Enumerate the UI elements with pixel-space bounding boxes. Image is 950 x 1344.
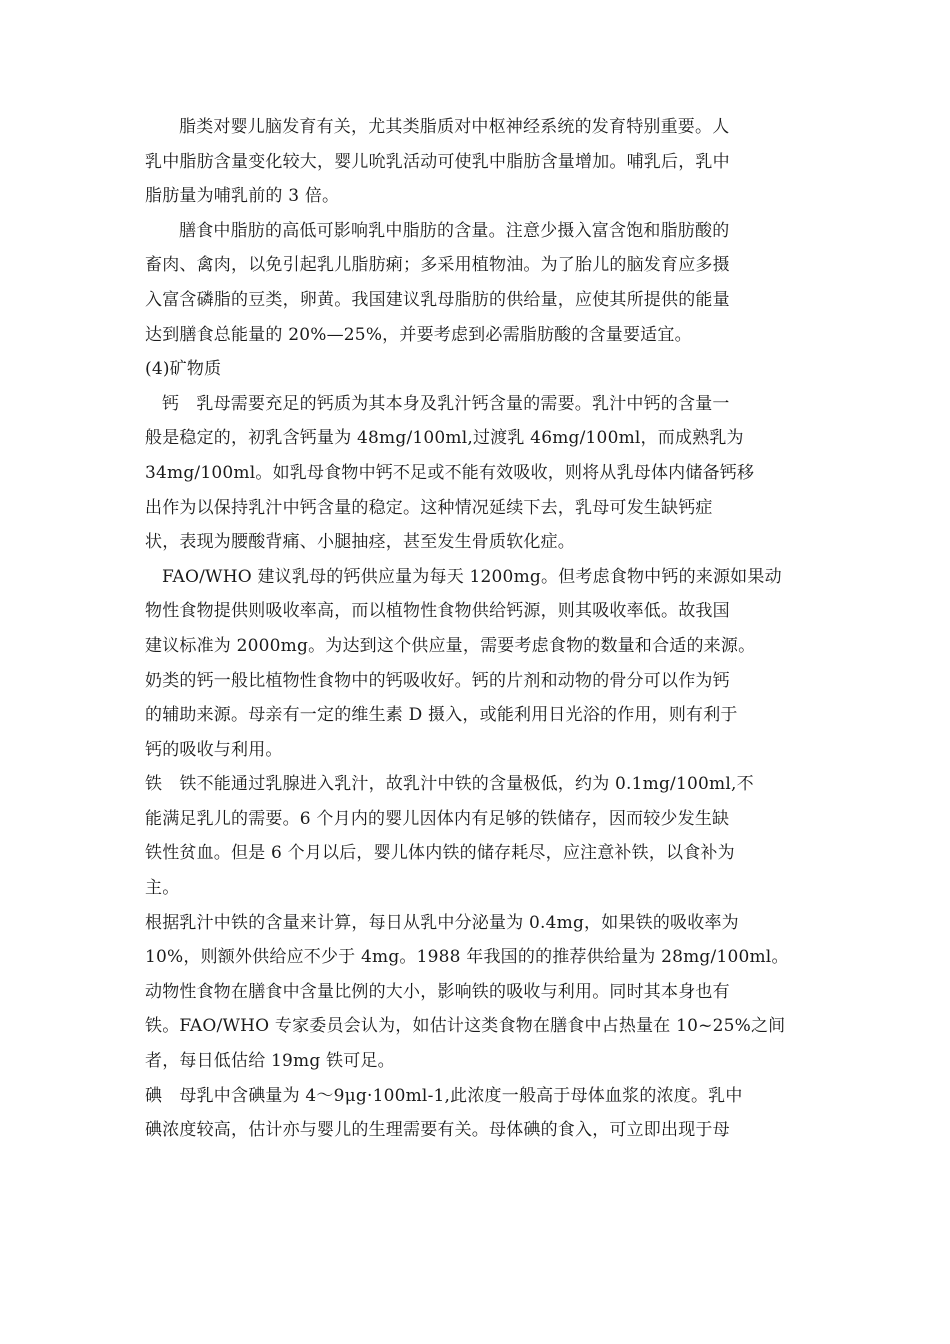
text-line: 脂类对婴儿脑发育有关，尤其类脂质对中枢神经系统的发育特别重要。人 [179, 117, 730, 137]
text-line: 脂肪量为哺乳前的 3 倍。 [145, 186, 340, 207]
text-line: 畜肉、禽肉，以免引起乳儿脂肪痢；多采用植物油。为了胎儿的脑发育应多摄 [145, 255, 730, 276]
text-line: 34mg/100ml。如乳母食物中钙不足或不能有效吸收，则将从乳母体内储备钙移 [145, 462, 755, 483]
text-line: 入富含磷脂的豆类，卵黄。我国建议乳母脂肪的供给量，应使其所提供的能量 [145, 289, 730, 310]
text-line: 铁性贫血。但是 6 个月以后，婴儿体内铁的储存耗尽，应注意补铁，以食补为 [145, 843, 735, 864]
text-line: 乳中脂肪含量变化较大，婴儿吮乳活动可使乳中脂肪含量增加。哺乳后，乳中 [145, 151, 730, 172]
text-line: 10%，则额外供给应不少于 4mg。1988 年我国的的推荐供给量为 28mg/100ml。 [145, 947, 789, 968]
text-line: 碘 母乳中含碘量为 4～9μg·100ml-1,此浓度一般高于母体血浆的浓度。乳中 [145, 1085, 743, 1106]
text-line: 达到膳食总能量的 20%—25%，并要考虑到必需脂肪酸的含量要适宜。 [145, 324, 692, 345]
text-line: 铁 铁不能通过乳腺进入乳汁，故乳汁中铁的含量极低，约为 0.1mg/100ml,不 [145, 774, 754, 795]
text-line: 建议标准为 2000mg。为达到这个供应量，需要考虑食物的数量和合适的来源。 [145, 635, 756, 656]
text-line: 钙的吸收与利用。 [145, 739, 283, 760]
text-line: 状，表现为腰酸背痛、小腿抽痉，甚至发生骨质软化症。 [145, 532, 575, 553]
text-line: 能满足乳儿的需要。6 个月内的婴儿因体内有足够的铁储存，因而较少发生缺 [145, 808, 730, 829]
text-line: 般是稳定的，初乳含钙量为 48mg/100ml,过渡乳 46mg/100ml，而成熟乳为 [145, 428, 744, 449]
section-heading: (4)矿物质 [145, 359, 222, 380]
text-line: FAO/WHO 建议乳母的钙供应量为每天 1200mg。但考虑食物中钙的来源如果动 [162, 566, 782, 587]
text-line: 者，每日低估给 19mg 铁可足。 [145, 1051, 395, 1072]
text-line: 动物性食物在膳食中含量比例的大小，影响铁的吸收与利用。同时其本身也有 [145, 981, 730, 1002]
text-line: 钙 乳母需要充足的钙质为其本身及乳汁钙含量的需要。乳汁中钙的含量一 [162, 393, 730, 414]
text-line: 出作为以保持乳汁中钙含量的稳定。这种情况延续下去，乳母可发生缺钙症 [145, 497, 713, 518]
text-line: 主。 [145, 878, 180, 899]
text-line: 奶类的钙一般比植物性食物中的钙吸收好。钙的片剂和动物的骨分可以作为钙 [145, 670, 730, 691]
document-body [145, 110, 800, 1148]
text-line: 碘浓度较高，估计亦与婴儿的生理需要有关。母体碘的食入，可立即出现于母 [145, 1120, 730, 1141]
text-line: 物性食物提供则吸收率高，而以植物性食物供给钙源，则其吸收率低。故我国 [145, 601, 730, 622]
text-line: 的辅助来源。母亲有一定的维生素 D 摄入，或能利用日光浴的作用，则有利于 [145, 705, 738, 726]
text-line: 铁。FAO/WHO 专家委员会认为，如估计这类食物在膳食中占热量在 10~25%之间 [145, 1016, 786, 1037]
text-line: 膳食中脂肪的高低可影响乳中脂肪的含量。注意少摄入富含饱和脂肪酸的 [179, 220, 730, 241]
text-line: 根据乳汁中铁的含量来计算，每日从乳中分泌量为 0.4mg，如果铁的吸收率为 [145, 912, 739, 933]
